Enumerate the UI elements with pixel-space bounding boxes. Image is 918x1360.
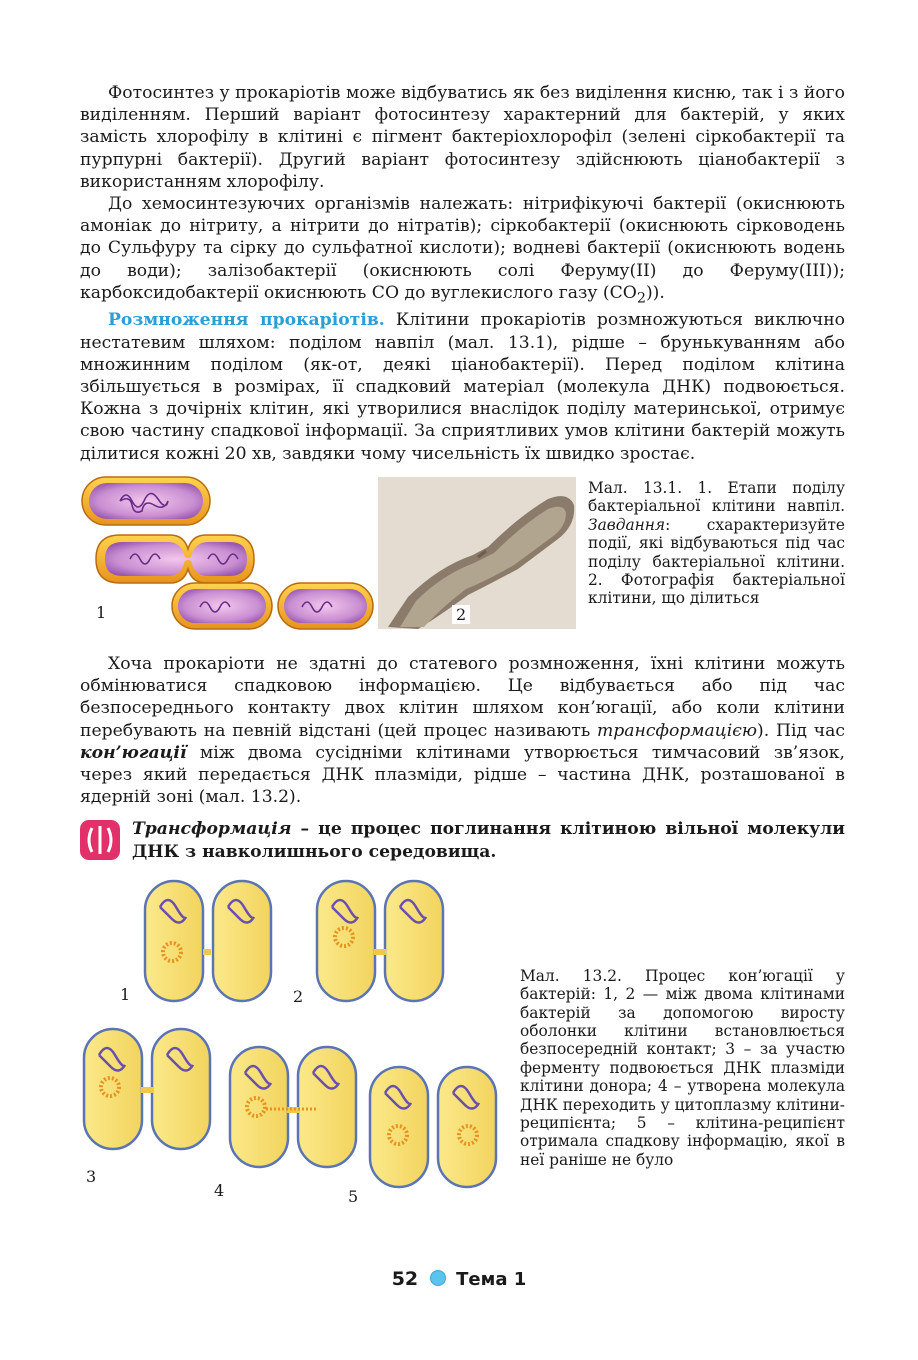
page-footer xyxy=(0,1268,918,1290)
page-number: 52 xyxy=(391,1268,419,1290)
definition-icon xyxy=(80,820,120,860)
term-transformation: трансформацією xyxy=(597,720,758,741)
caption-13-1-end: : схарактеризуйте події, які відбуваються під час поділу бактеріальної клітини. 2. Фотографія бактеріальної клітини, що ділиться xyxy=(588,515,845,608)
page-content xyxy=(80,82,845,1217)
bacterium-stage-2 xyxy=(96,535,254,583)
definition-body: – це процес поглинання клітиною вільної молекули ДНК з навколишнього середовища. xyxy=(132,819,845,862)
figure-13-2-label-2: 2 xyxy=(293,986,304,1006)
figure-13-1-caption xyxy=(588,479,845,608)
chemosynthesis-text: До хемосинтезуючих організмів належать: нітрифікуючі бактерії (окиснюють амоніак до нітриту, а нітрити до нітратів); сіркобактерії (окиснюють сірководень до Сульфуру та сірку до сульфатної кислоти); водневі бактерії (окиснюють водень до води); залізобактерії (окиснюють солі Феруму(II) до Феруму(III)); карбоксидобактерії окиснюють CO до вуглекислого газу (CO xyxy=(80,194,845,303)
co2-subscript: 2 xyxy=(636,290,646,307)
caption-13-1-start: Мал. 13.1. 1. Етапи поділу бактеріальної клітини навпіл. xyxy=(588,478,845,516)
conjugation-stage-1 xyxy=(145,881,271,1001)
figure-13-2-label-4: 4 xyxy=(214,1180,225,1200)
definition-block xyxy=(80,818,845,862)
conjugation-text-a: Хоча прокаріоти не здатні до статевого розмноження, їхні клітини можуть обмінюватися спадковою інформацією. Це відбувається або під час безпосереднього контакту двох клітин шляхом кон’югації, або коли клітини перебувають на певній відстані (цей процес називають xyxy=(80,653,845,741)
paragraph-chemosynthesis xyxy=(80,193,845,309)
bacterium-stage-3-left xyxy=(172,583,272,629)
chemosynthesis-end: )). xyxy=(645,282,665,303)
term-conjugation: кон’югації xyxy=(80,742,187,763)
bacterium-micrograph xyxy=(378,477,576,629)
figure-13-2 xyxy=(80,877,845,1217)
conjugation-stage-3 xyxy=(84,1029,210,1149)
paragraph-conjugation xyxy=(80,653,845,808)
topic-label: Тема 1 xyxy=(456,1269,527,1290)
conjugation-stage-5 xyxy=(370,1067,496,1187)
figure-13-1-label-1: 1 xyxy=(96,602,107,622)
reproduction-text: Клітини прокаріотів розмножуються виключно нестатевим шляхом: поділом навпіл (мал. 13.1), рідше – брунькуванням або множинним поділом (як-от, деякі ціанобактерії). Перед поділом клітина збільшується в розмірах, її спадковий матеріал (молекула ДНК) подвоюється. Кожна з дочірніх клітин, які утворилися внаслідок поділу материнської, отримує свою частину спадкової інформації. За сприятливих умов клітини бактерій можуть ділитися кожні 20 хв, завдяки чому чисельність їх швидко зростає. xyxy=(80,310,845,464)
reproduction-heading: Розмноження прокаріотів. xyxy=(108,310,385,331)
conjugation-stage-4 xyxy=(230,1047,356,1167)
bacterium-stage-3-right xyxy=(278,583,373,629)
conjugation-text-b: ). Під час xyxy=(757,720,845,741)
figure-13-2-label-5: 5 xyxy=(348,1186,359,1206)
definition-term: Трансформація xyxy=(132,819,292,840)
figure-13-2-label-3: 3 xyxy=(86,1166,97,1186)
figure-13-1-label-2: 2 xyxy=(452,605,470,624)
paragraph-reproduction xyxy=(80,309,845,464)
conjugation-illustration xyxy=(80,877,520,1217)
figure-13-2-label-1: 1 xyxy=(120,984,131,1004)
bacterium-stage-1 xyxy=(82,477,210,525)
conjugation-text-c: між двома сусідніми клітинами утворюється тимчасовий зв’язок, через який передається ДНК плазміди, рідше – частина ДНК, розташованої в ядерній зоні (мал. 13.2). xyxy=(80,742,845,808)
footer-dot-icon xyxy=(430,1270,446,1286)
paragraph-photosynthesis: Фотосинтез у прокаріотів може відбуватись як без виділення кисню, так і з його виділенням. Перший варіант фотосинтезу характерний для бактерій, у яких замість хлорофілу в клітині є пігмент бактеріохлорофіл (зелені сіркобактерії та пурпурні бактерії). Другий варіант фотосинтезу здійснюють ціанобактерії з використанням хлорофілу. xyxy=(80,83,845,192)
definition-text xyxy=(132,818,845,862)
figure-13-1 xyxy=(80,475,845,633)
conjugation-stage-2 xyxy=(317,881,443,1001)
binary-fission-illustration xyxy=(80,475,375,633)
figure-13-2-caption: Мал. 13.2. Процес кон’югації у бактерій: 1, 2 — між двома клітинами бактерій за допомогою виросту оболонки клітини встановлюється безпосередній контакт; 3 – за участю ферменту подвоюється ДНК плазміди клітини донора; 4 – утворена молекула ДНК переходить у цитоплазму клітини-реципієнта; 5 – клітина-реципієнт отримала спадкову інформацію, якої в неї раніше не було xyxy=(520,966,845,1169)
caption-13-1-task: Завдання xyxy=(588,515,666,534)
